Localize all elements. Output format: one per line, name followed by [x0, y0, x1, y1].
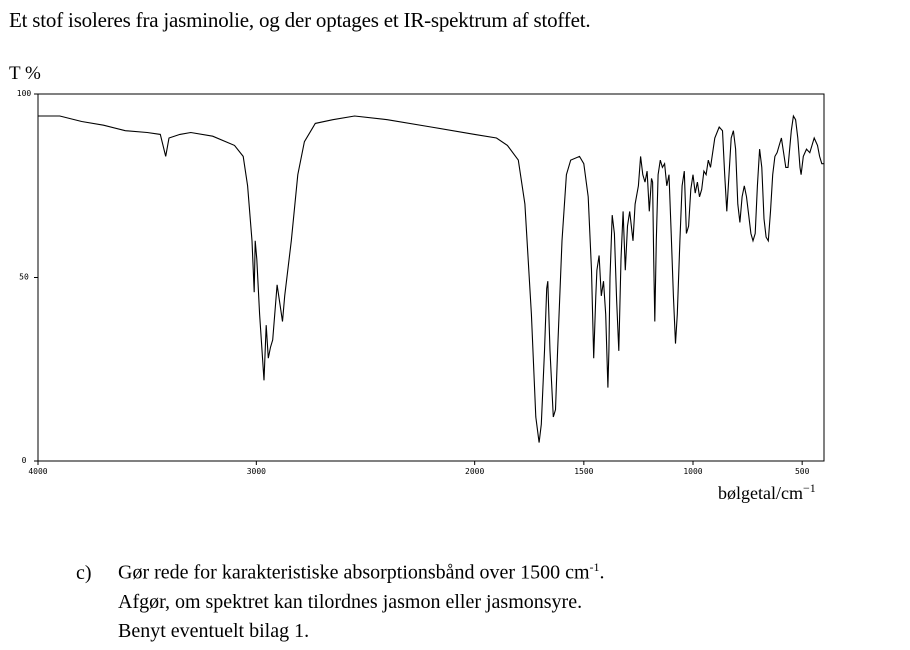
y-tick-label-1: 50	[19, 272, 29, 282]
question-line-3: Benyt eventuelt bilag 1.	[118, 619, 310, 642]
y-tick-label-2: 0	[21, 456, 27, 465]
x-tick-label-2: 2000	[465, 467, 485, 476]
y-tick-label-0: 100	[16, 89, 32, 98]
x-tick-label-3: 1500	[574, 467, 594, 476]
x-tick-label-0: 4000	[28, 467, 48, 476]
question-line-2: Afgør, om spektret kan tilordnes jasmon eller jasmonsyre.	[118, 590, 583, 613]
x-tick-label-4: 1000	[683, 467, 703, 476]
y-axis-label: T %	[9, 63, 41, 84]
x-axis-label: bølgetal/$cm^{-1}$	[718, 481, 816, 503]
question-label: c)	[76, 561, 92, 584]
x-tick-label-5: 500	[794, 467, 810, 476]
question-block	[76, 553, 605, 646]
x-tick-label-1: 3000	[246, 467, 266, 476]
plot-frame	[38, 94, 824, 461]
question-line-1: c) Gør rede for karakteristiske absorptionsbånd over 1500 $cm^{-1}$.	[76, 553, 605, 588]
intro-text: Et stof isoleres fra jasminolie, og der optages et IR-spektrum af stoffet.	[9, 8, 591, 32]
spectrum-line	[38, 116, 824, 443]
